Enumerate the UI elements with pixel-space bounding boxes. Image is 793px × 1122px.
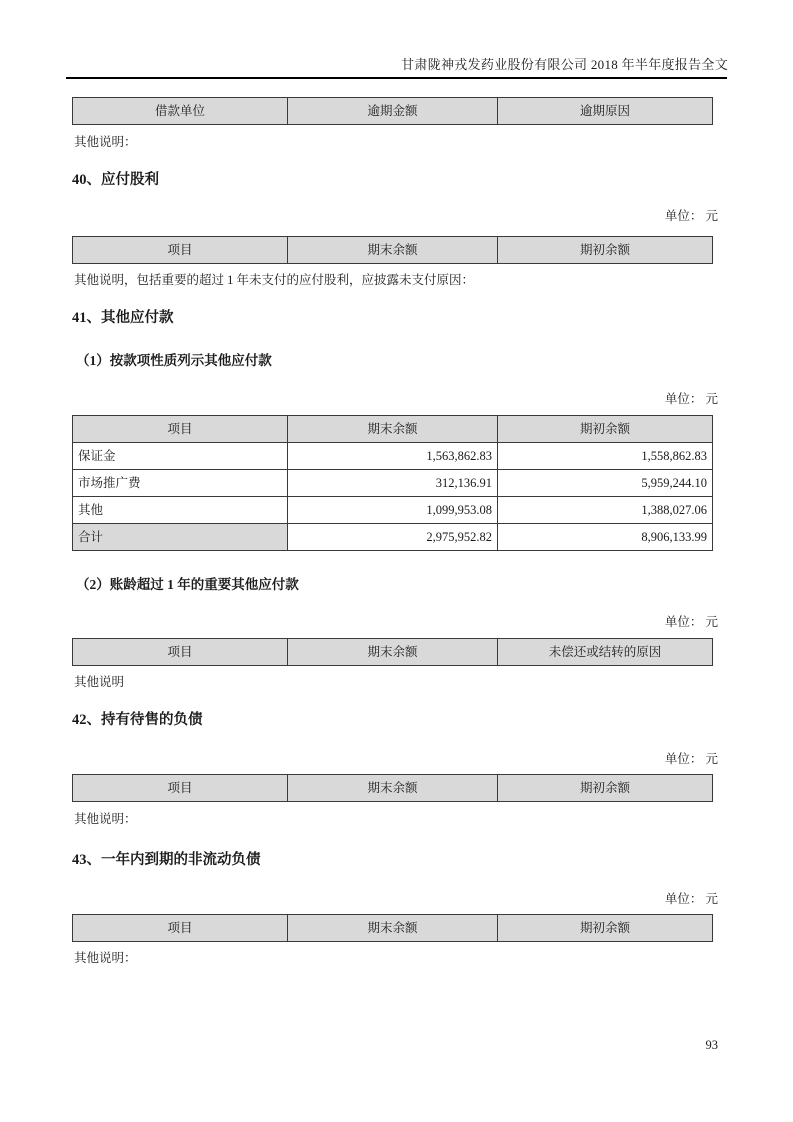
unit-label: 单位： 元: [664, 892, 718, 906]
row-item-label: 其他: [73, 497, 288, 524]
ending-balance-total: 2,975,952.82: [288, 524, 498, 551]
beginning-balance-total: 8,906,133.99: [498, 524, 713, 551]
column-header: 项目: [73, 775, 288, 802]
section-42-heading: 42、持有待售的负债: [72, 712, 203, 728]
aged-other-payables-table: [72, 638, 713, 666]
column-header: 逾期原因: [498, 98, 713, 125]
section-41-sub2-note: 其他说明: [74, 675, 125, 689]
ending-balance-value: 312,136.91: [288, 470, 498, 497]
dividends-payable-table: [72, 236, 713, 264]
column-header: 期末余额: [288, 416, 498, 443]
unit-label: 单位： 元: [664, 209, 718, 223]
column-header: 期初余额: [498, 416, 713, 443]
column-header: 期末余额: [288, 775, 498, 802]
other-notes-text: 其他说明：: [74, 135, 137, 149]
table-header-row: [73, 639, 713, 666]
beginning-balance-value: 5,959,244.10: [498, 470, 713, 497]
row-item-label: 保证金: [73, 443, 288, 470]
table-header-row: [73, 98, 713, 125]
beginning-balance-value: 1,388,027.06: [498, 497, 713, 524]
column-header: 期末余额: [288, 639, 498, 666]
section-40-heading: 40、应付股利: [72, 172, 159, 188]
row-item-label: 市场推广费: [73, 470, 288, 497]
table-row: [73, 470, 713, 497]
unit-label: 单位： 元: [664, 752, 718, 766]
column-header: 项目: [73, 915, 288, 942]
page-number: 93: [705, 1038, 718, 1052]
section-42-note: 其他说明：: [74, 812, 137, 826]
section-41-sub1-heading: （1）按款项性质列示其他应付款: [76, 353, 272, 368]
section-40-note: 其他说明，包括重要的超过 1 年未支付的应付股利，应披露未支付原因：: [74, 273, 475, 287]
unit-label: 单位： 元: [664, 615, 718, 629]
column-header: 借款单位: [73, 98, 288, 125]
table-header-row: [73, 915, 713, 942]
table-total-row: [73, 524, 713, 551]
table-row: [73, 497, 713, 524]
section-41-sub2-heading: （2）账龄超过 1 年的重要其他应付款: [76, 577, 299, 592]
section-41-heading: 41、其他应付款: [72, 310, 174, 326]
column-header: 期末余额: [288, 915, 498, 942]
table-row: [73, 443, 713, 470]
column-header: 项目: [73, 237, 288, 264]
other-payables-by-nature-table: [72, 415, 713, 551]
column-header: 期末余额: [288, 237, 498, 264]
header-divider-rule: [66, 77, 727, 79]
unit-label: 单位： 元: [664, 392, 718, 406]
held-for-sale-liabilities-table: [72, 774, 713, 802]
column-header: 期初余额: [498, 915, 713, 942]
table-header-row: [73, 775, 713, 802]
table-header-row: [73, 237, 713, 264]
table-header-row: [73, 416, 713, 443]
column-header: 项目: [73, 416, 288, 443]
ending-balance-value: 1,563,862.83: [288, 443, 498, 470]
column-header: 未偿还或结转的原因: [498, 639, 713, 666]
noncurrent-liabilities-due-table: [72, 914, 713, 942]
column-header: 逾期金额: [288, 98, 498, 125]
section-43-note: 其他说明：: [74, 951, 137, 965]
overdue-borrowings-table: [72, 97, 713, 125]
total-row-label: 合计: [73, 524, 288, 551]
ending-balance-value: 1,099,953.08: [288, 497, 498, 524]
column-header: 项目: [73, 639, 288, 666]
section-43-heading: 43、一年内到期的非流动负债: [72, 852, 261, 868]
column-header: 期初余额: [498, 775, 713, 802]
document-header-title: 甘肃陇神戎发药业股份有限公司 2018 年半年度报告全文: [401, 57, 728, 72]
beginning-balance-value: 1,558,862.83: [498, 443, 713, 470]
column-header: 期初余额: [498, 237, 713, 264]
